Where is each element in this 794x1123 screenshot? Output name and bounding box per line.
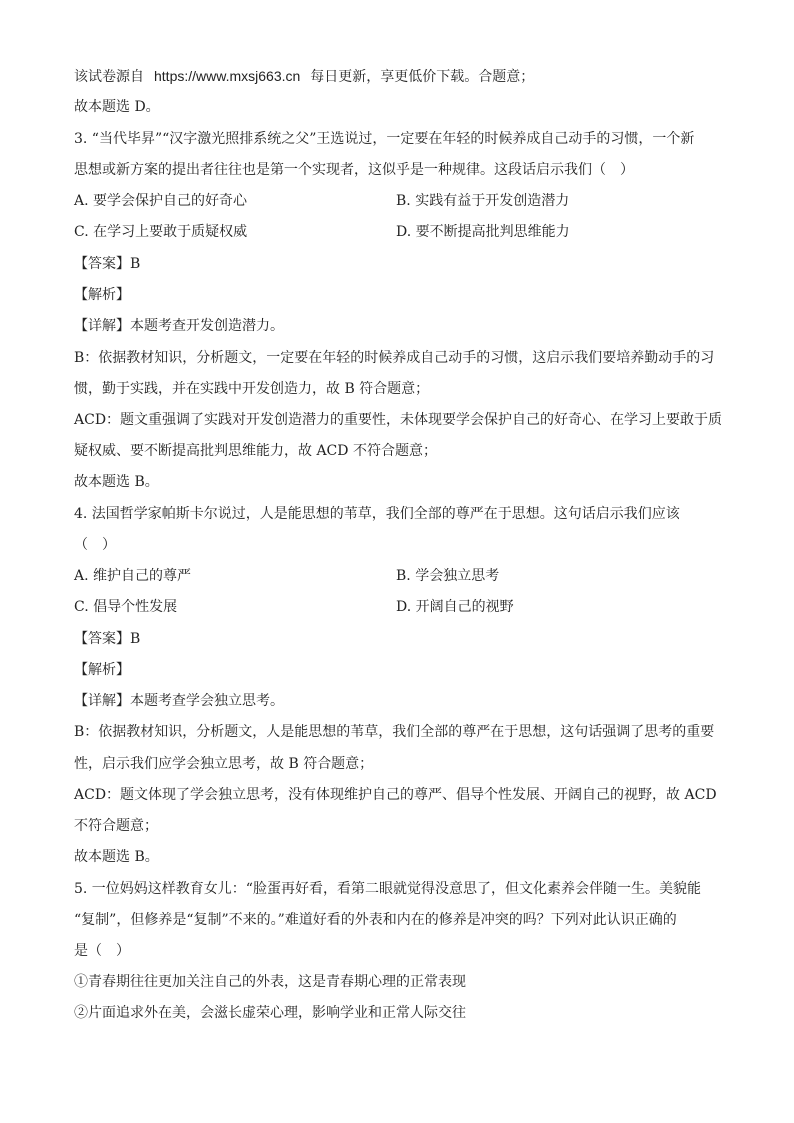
q4-option-d: D. 开阔自己的视野	[396, 599, 514, 615]
q3-analysis-heading: 【解析】	[74, 287, 130, 303]
q4-explanation-acd-line-1: ACD：题文体现了学会独立思考，没有体现维护自己的尊严、倡导个性发展、开阔自己的视野，故 ACD	[74, 787, 717, 803]
q4-stem-line-1: 4. 法国哲学家帕斯卡尔说过，人是能思想的苇草，我们全部的尊严在于思想。这句话启示我们应该	[74, 506, 680, 522]
previous-question-conclusion: 故本题选 D。	[74, 99, 160, 115]
q5-stem-line-2: “复制”，但修养是“复制”不来的。”难道好看的外表和内在的修养是冲突的吗？下列对此认识正确的	[74, 912, 677, 928]
q5-statement-2: ②片面追求外在美，会滋长虚荣心理，影响学业和正常人际交往	[74, 1005, 466, 1021]
q3-detail: 【详解】本题考查开发创造潜力。	[74, 318, 284, 334]
q3-explanation-acd-line-2: 疑权威、要不断提高批判思维能力，故 ACD 不符合题意；	[74, 443, 437, 459]
q3-option-b: B. 实践有益于开发创造潜力	[396, 193, 570, 209]
source-notice-prefix: 该试卷源自	[74, 69, 144, 85]
q3-option-d: D. 要不断提高批判思维能力	[396, 224, 570, 240]
q3-answer: 【答案】B	[74, 256, 141, 272]
source-url-link[interactable]: https://www.mxsj663.cn	[154, 68, 301, 84]
q5-stem-line-1: 5. 一位妈妈这样教育女儿：“脸蛋再好看，看第二眼就觉得没意思了，但文化素养会伴随一生。美貌能	[74, 881, 701, 897]
source-notice-suffix: 每日更新，享更低价下载。合题意；	[310, 69, 535, 85]
q4-option-b: B. 学会独立思考	[396, 568, 500, 584]
source-notice-line	[74, 66, 724, 86]
q4-explanation-b-line-1: B：依据教材知识，分析题文，人是能思想的苇草，我们全部的尊严在于思想，这句话强调了思考的重要	[74, 724, 715, 740]
q4-option-a: A. 维护自己的尊严	[74, 568, 192, 584]
q4-answer: 【答案】B	[74, 631, 141, 647]
q5-statement-1: ①青春期往往更加关注自己的外表，这是青春期心理的正常表现	[74, 974, 466, 990]
q4-explanation-b-line-2: 性，启示我们应学会独立思考，故 B 符合题意；	[74, 756, 374, 772]
q3-conclusion: 故本题选 B。	[74, 474, 159, 490]
q3-option-a: A. 要学会保护自己的好奇心	[74, 193, 248, 209]
q4-option-c: C. 倡导个性发展	[74, 599, 178, 615]
q4-analysis-heading: 【解析】	[74, 662, 130, 678]
q4-explanation-acd-line-2: 不符合题意；	[74, 818, 158, 834]
q3-explanation-acd-line-1: ACD：题文重强调了实践对开发创造潜力的重要性，未体现要学会保护自己的好奇心、在学习上要敢于质	[74, 412, 723, 428]
q4-conclusion: 故本题选 B。	[74, 849, 159, 865]
q3-explanation-b-line-2: 惯，勤于实践，并在实践中开发创造力，故 B 符合题意；	[74, 381, 430, 397]
q4-detail: 【详解】本题考查学会独立思考。	[74, 693, 284, 709]
q3-explanation-b-line-1: B：依据教材知识，分析题文，一定要在年轻的时候养成自己动手的习惯，这启示我们要培养勤动手的习	[74, 350, 715, 366]
q5-stem-line-3: 是（ ）	[74, 943, 130, 959]
q3-option-c: C. 在学习上要敢于质疑权威	[74, 224, 248, 240]
q3-stem-line-1: 3. “当代毕昇”“汉字激光照排系统之父”王选说过，一定要在年轻的时候养成自己动手的习惯，一个新	[74, 131, 695, 147]
q3-stem-line-2: 思想或新方案的提出者往往也是第一个实现者，这似乎是一种规律。这段话启示我们（ ）	[74, 162, 634, 178]
q4-stem-line-2: （ ）	[74, 537, 116, 553]
